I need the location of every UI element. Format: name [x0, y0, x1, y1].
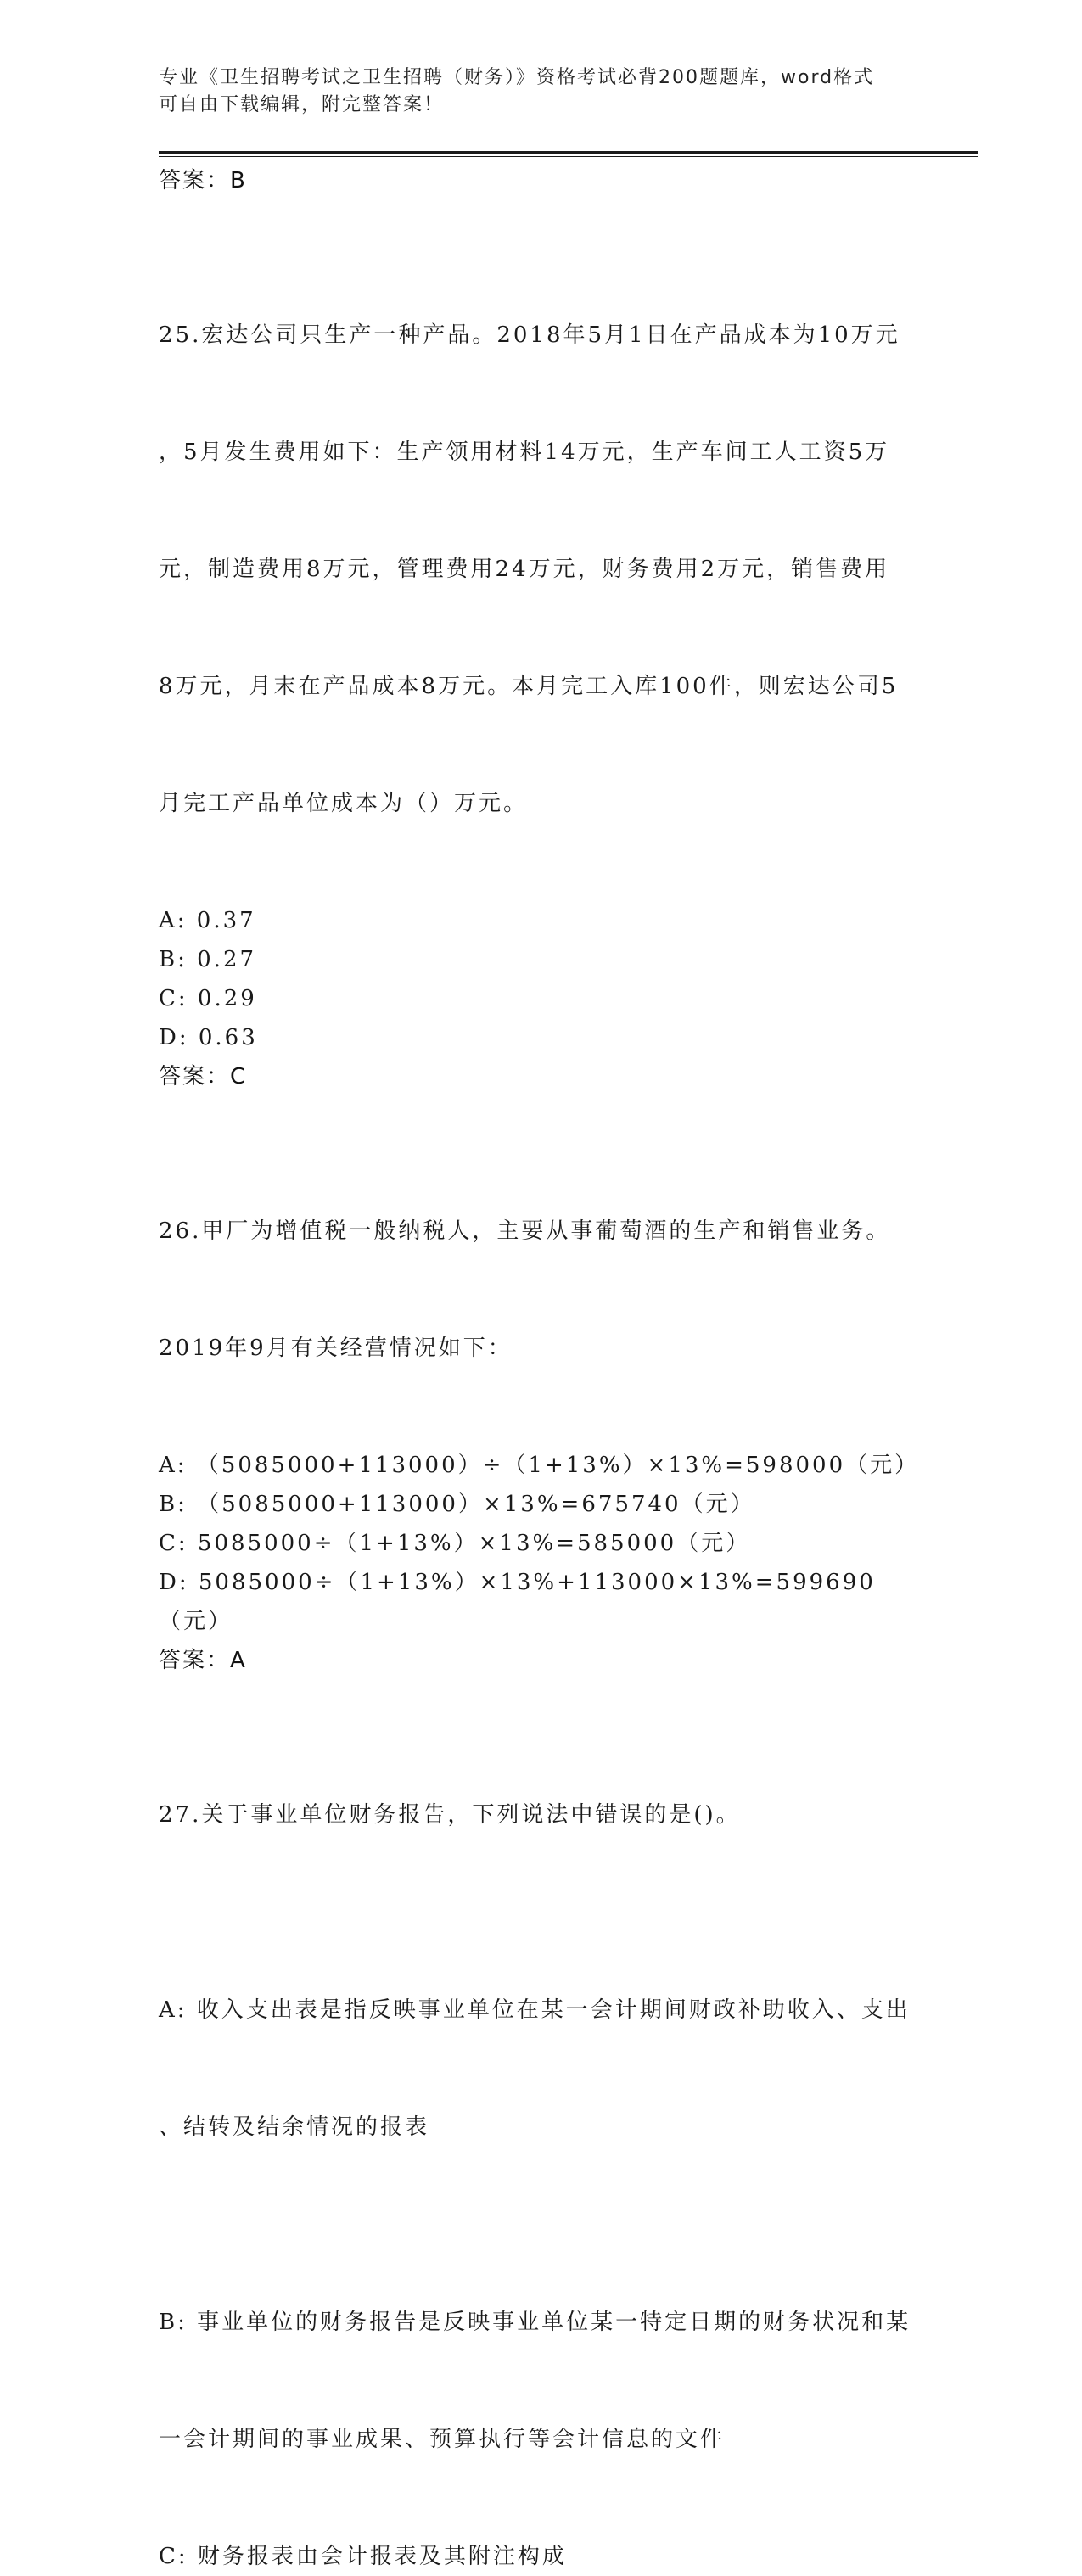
document-header	[159, 64, 905, 119]
question-25-answer: 答案：C	[159, 1064, 248, 1089]
question-27-option-b	[159, 2225, 922, 2537]
question-25-line-5: 月完工产品单位成本为（）万元。	[159, 791, 529, 816]
question-25-line-2: ，5月发生费用如下：生产领用材料14万元，生产车间工人工资5万	[159, 440, 890, 465]
question-25-line-1: 25.宏达公司只生产一种产品。2018年5月1日在产品成本为10万元	[159, 322, 900, 348]
question-25-line-4: 8万元，月末在产品成本8万元。本月完工入库100件，则宏达公司5	[159, 674, 899, 699]
question-26	[159, 1134, 922, 1680]
question-26-line-2: 2019年9月有关经营情况如下：	[159, 1336, 513, 1361]
question-27-line-1: 27.关于事业单位财务报告，下列说法中错误的是()。	[159, 1802, 741, 1828]
question-27-option-b-line-2: 一会计期间的事业成果、预算执行等会计信息的文件	[159, 2427, 726, 2452]
question-27-option-a-line-2: 、结转及结余情况的报表	[159, 2114, 430, 2140]
question-26-answer: 答案：A	[159, 1648, 247, 1673]
question-27-option-c: C: 财务报表由会计报表及其附注构成	[159, 2544, 567, 2569]
header-rule-thick	[159, 151, 978, 154]
question-25-option-c: C: 0.29	[159, 986, 257, 1011]
document-body	[159, 161, 922, 2576]
question-26-option-b: B: （5085000+113000）×13%=675740（元）	[159, 1492, 755, 1517]
question-25-option-d: D: 0.63	[159, 1025, 258, 1050]
spacer	[159, 1680, 922, 1717]
question-26-option-c: C: 5085000÷（1+13%）×13%=585000（元）	[159, 1531, 751, 1556]
answer-previous: 答案：B	[159, 168, 247, 193]
header-rule-thin	[159, 156, 978, 157]
question-25-option-b: B: 0.27	[159, 947, 257, 972]
question-25-line-3: 元，制造费用8万元，管理费用24万元，财务费用2万元，销售费用	[159, 557, 890, 582]
question-27-option-b-line-1: B: 事业单位的财务报告是反映事业单位某一特定日期的财务状况和某	[159, 2310, 911, 2335]
question-26-option-a: A: （5085000+113000）÷（1+13%）×13%=598000（元）	[159, 1453, 920, 1478]
question-27-text	[159, 1717, 922, 1912]
question-26-line-1: 26.甲厂为增值税一般纳税人，主要从事葡萄酒的生产和销售业务。	[159, 1218, 891, 1244]
question-26-option-d: D: 5085000÷（1+13%）×13%+113000×13%=599690（元）	[159, 1570, 876, 1634]
question-25	[159, 238, 922, 1096]
header-line-1: 专业《卫生招聘考试之卫生招聘（财务）》资格考试必背200题题库，word格式	[159, 67, 875, 88]
question-26-text	[159, 1134, 922, 1446]
question-25-option-a: A: 0.37	[159, 908, 256, 933]
spacer	[159, 200, 922, 238]
question-27-option-a	[159, 1912, 922, 2225]
question-27	[159, 1717, 922, 2576]
question-27-option-a-line-1: A: 收入支出表是指反映事业单位在某一会计期间财政补助收入、支出	[159, 1997, 911, 2023]
header-line-2: 可自由下载编辑，附完整答案！	[159, 94, 445, 115]
question-25-text	[159, 238, 922, 901]
spacer	[159, 1096, 922, 1134]
